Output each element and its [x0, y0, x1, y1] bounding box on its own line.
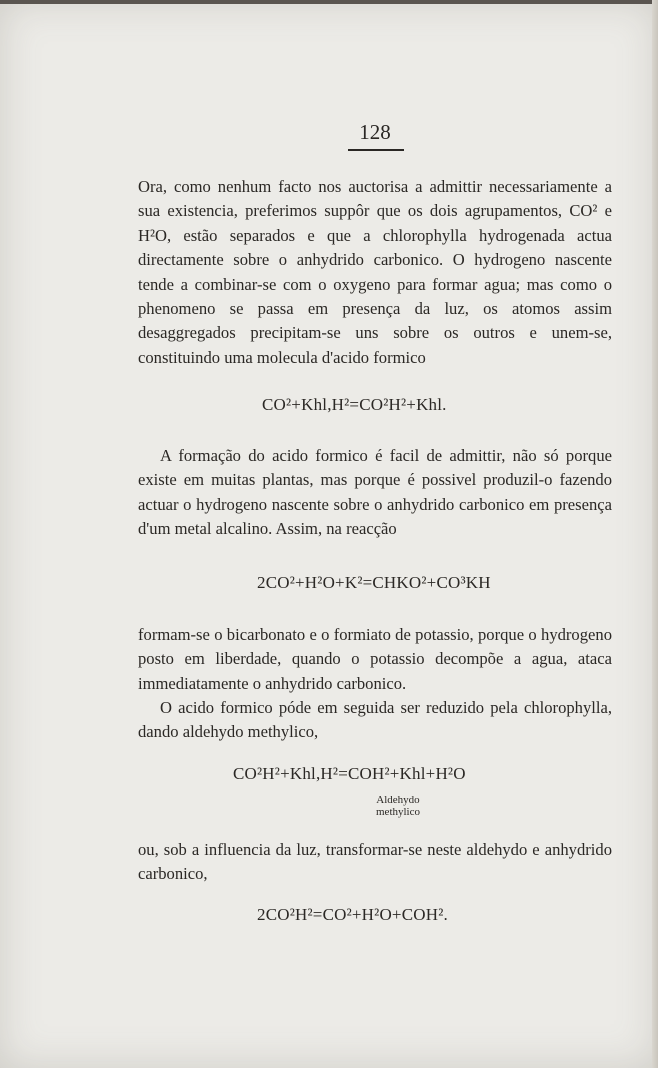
formula-3: CO²H²+Khl,H²=COH²+Khl+H²O: [233, 764, 466, 783]
page-number-rule: [348, 149, 404, 151]
paragraph-5: ou, sob a influencia da luz, transformar-se neste aldehydo e anhydrido carbonico,: [138, 840, 612, 884]
formula-2: 2CO²+H²O+K²=CHKO²+CO³KH: [257, 573, 491, 592]
formula-3-note-line-2: methylico: [376, 806, 420, 818]
paragraph-4: O acido formico póde em seguida ser reduzido pela chlorophylla, dando aldehydo methylico,: [138, 698, 612, 742]
formula-3-note-line-1: Aldehydo: [376, 794, 420, 806]
paragraph-2: A formação do acido formico é facil de admittir, não só porque existe em muitas plantas, mas porque é possivel produzil-o fazendo actuar o hydrogeno nascente sobre o anhydrido carbonico em presença d'um metal alcalino. Assim, na reacção: [138, 446, 612, 539]
formula-4: 2CO²H²=CO²+H²O+COH².: [257, 905, 448, 924]
page-top-edge: [0, 0, 658, 4]
paragraph-1: Ora, como nenhum facto nos auctorisa a admittir necessariamente a sua existencia, preferimos suppôr que os dois agrupamentos, CO² e H²O, estão separados e que a chlorophylla hydrogenada actua directamente sobre o anhydrido carbonico. O hydrogeno nascente tende a combinar-se com o oxygeno para formar agua; mas como o phenomeno se passa em presença da luz, os atomos assim desaggregados precipitam-se uns sobre os outros e unem-se, constituindo uma molecula d'acido formico: [138, 177, 612, 367]
page-right-edge: [652, 0, 658, 1068]
page-number: 128: [359, 120, 391, 144]
paragraph-3: formam-se o bicarbonato e o formiato de potassio, porque o hydrogeno posto em liberdade, quando o potassio decompõe a agua, ataca immediatamente o anhydrido carbonico.: [138, 625, 612, 693]
formula-1: CO²+Khl,H²=CO²H²+Khl.: [262, 395, 447, 414]
formula-3-note: [368, 794, 428, 818]
